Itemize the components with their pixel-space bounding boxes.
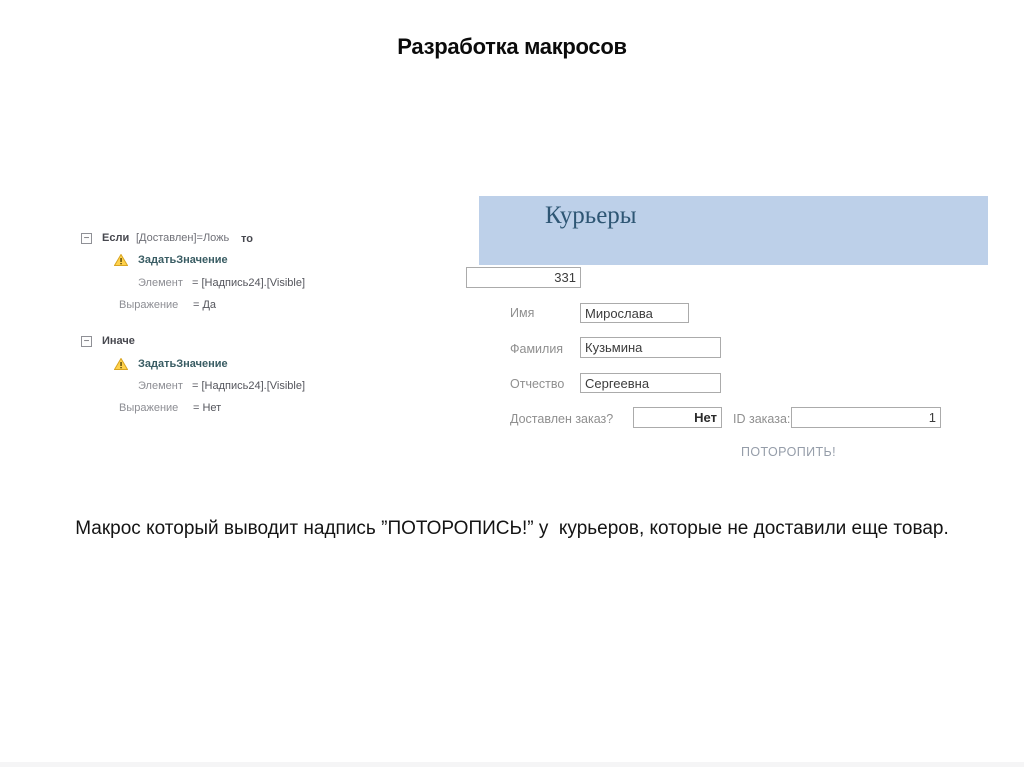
macro-else-keyword: Иначе <box>102 335 135 347</box>
field-label-delivered: Доставлен заказ? <box>510 412 614 426</box>
collapse-else-button[interactable]: − <box>81 336 92 347</box>
macro-if-condition: [Доставлен]=Ложь <box>136 232 230 244</box>
surname-field[interactable]: Кузьмина <box>580 337 721 358</box>
record-id-field[interactable]: 331 <box>466 267 581 288</box>
macro-then-keyword: то <box>241 233 253 245</box>
slide-caption: Макрос который выводит надпись ”ПОТОРОПИСЬ!” у курьеров, которые не доставили еще товар. <box>75 518 949 539</box>
form-title: Курьеры <box>545 202 637 229</box>
page-title: Разработка макросов <box>397 34 627 59</box>
macro-editor <box>81 232 331 422</box>
macro-action-name: ЗадатьЗначение <box>138 358 228 370</box>
field-label-order-id: ID заказа: <box>733 412 791 426</box>
macro-arg-label: Выражение <box>119 299 179 311</box>
delivered-field[interactable]: Нет <box>633 407 722 428</box>
macro-arg-label: Выражение <box>119 402 179 414</box>
patronymic-field[interactable]: Сергеевна <box>580 373 721 393</box>
macro-arg-label: Элемент <box>138 380 183 392</box>
field-label-name: Имя <box>510 306 535 320</box>
macro-arg-value: = [Надпись24].[Visible] <box>192 277 306 289</box>
macro-arg-value: = [Надпись24].[Visible] <box>192 380 306 392</box>
field-label-surname: Фамилия <box>510 342 564 356</box>
collapse-if-button[interactable]: − <box>81 233 92 244</box>
hurry-label: ПОТОРОПИТЬ! <box>741 445 836 459</box>
name-field[interactable]: Мирослава <box>580 303 689 323</box>
field-label-patronymic: Отчество <box>510 377 565 391</box>
macro-arg-value: = Нет <box>193 402 222 414</box>
macro-arg-label: Элемент <box>138 277 183 289</box>
order-id-field[interactable]: 1 <box>791 407 941 428</box>
warning-icon <box>114 254 128 266</box>
warning-icon <box>114 358 128 370</box>
macro-action-name: ЗадатьЗначение <box>138 254 228 266</box>
macro-arg-value: = Да <box>193 299 217 311</box>
couriers-form <box>466 196 991 466</box>
slide-bottom-edge <box>0 762 1024 767</box>
macro-if-keyword: Если <box>102 232 130 244</box>
